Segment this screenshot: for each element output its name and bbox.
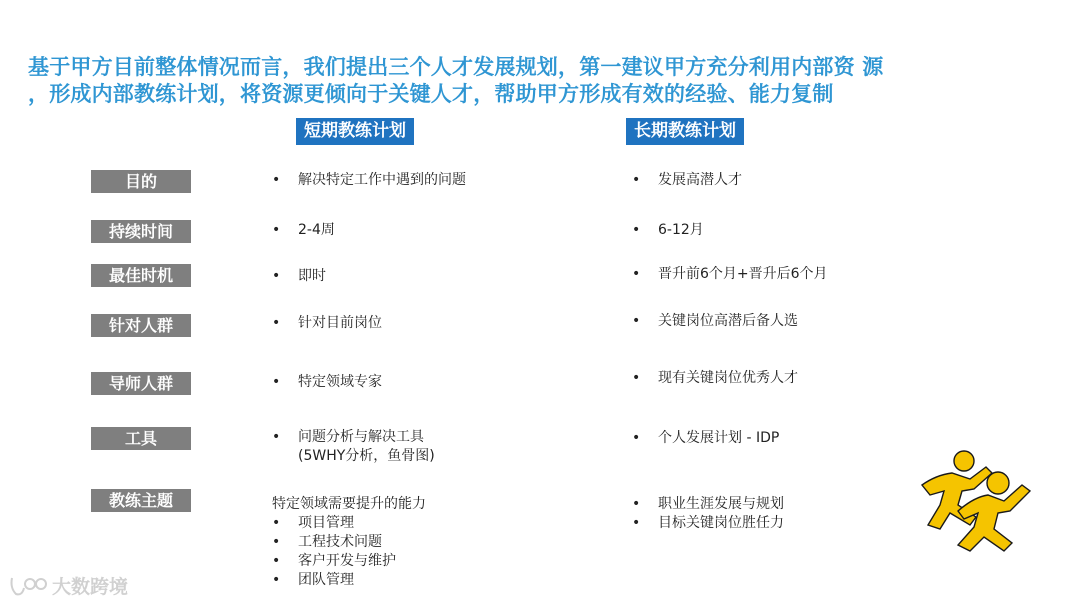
cell-text: 针对目前岗位 <box>298 315 382 331</box>
cell-text <box>298 428 435 466</box>
bullet: • <box>272 534 281 550</box>
tools-line-1: 问题分析与解决工具 <box>298 429 424 445</box>
bullet: • <box>272 374 281 390</box>
list-item: 客户开发与维护 <box>298 553 396 569</box>
row-label-timing: 最佳时机 <box>91 264 191 287</box>
bullet: • <box>632 430 641 446</box>
title-line-1: 基于甲方目前整体情况而言，我们提出三个人才发展规划，第一建议甲方充分利用内部资 源 <box>28 55 884 79</box>
list-item: 项目管理 <box>298 515 354 531</box>
long-term-header: 长期教练计划 <box>626 118 744 145</box>
watermark-logo-icon <box>8 574 48 598</box>
tools-line-2: (5WHY分析，鱼骨图) <box>298 448 435 464</box>
short-target-group <box>272 314 382 333</box>
long-tools <box>632 429 779 448</box>
watermark-text: 大数跨境 <box>52 576 129 598</box>
bullet: • <box>272 172 281 188</box>
title-line-2: ，形成内部教练计划，将资源更倾向于关键人才，帮助甲方形成有效的经验、能力复制 <box>28 82 834 106</box>
topics-intro: 特定领域需要提升的能力 <box>272 496 426 512</box>
cell-text: 关键岗位高潜后备人选 <box>658 313 798 329</box>
long-topics <box>632 495 784 533</box>
cell-text: 发展高潜人才 <box>658 172 742 188</box>
long-duration <box>632 221 704 240</box>
running-figures-icon <box>900 445 1040 555</box>
short-term-header: 短期教练计划 <box>296 118 414 145</box>
list-item: 工程技术问题 <box>298 534 382 550</box>
row-label-topics: 教练主题 <box>91 489 191 512</box>
row-label-duration: 持续时间 <box>91 220 191 243</box>
short-topics <box>272 495 426 590</box>
list-item: 职业生涯发展与规划 <box>658 496 784 512</box>
slide-title <box>28 54 1058 108</box>
cell-text: 晋升前6个月+晋升后6个月 <box>658 266 828 282</box>
row-label-mentor-group: 导师人群 <box>91 372 191 395</box>
bullet: • <box>632 313 641 329</box>
cell-text: 2-4周 <box>298 222 335 238</box>
cell-text: 特定领域专家 <box>298 374 382 390</box>
long-timing <box>632 265 828 284</box>
bullet: • <box>272 222 281 238</box>
cell-text: 即时 <box>298 268 326 284</box>
bullet: • <box>272 429 281 445</box>
short-mentor-group <box>272 373 382 392</box>
long-mentor-group <box>632 369 798 388</box>
cell-text: 个人发展计划 - IDP <box>658 430 780 446</box>
long-purpose <box>632 171 742 190</box>
bullet: • <box>632 222 641 238</box>
row-label-target-group: 针对人群 <box>91 314 191 337</box>
bullet: • <box>632 172 641 188</box>
list-item: 团队管理 <box>298 572 354 588</box>
row-label-tools: 工具 <box>91 427 191 450</box>
short-purpose <box>272 171 466 190</box>
bullet: • <box>632 496 641 512</box>
cell-text: 现有关键岗位优秀人才 <box>658 370 798 386</box>
watermark <box>8 572 128 599</box>
short-timing <box>272 267 326 286</box>
long-target-group <box>632 312 798 331</box>
list-item: 目标关键岗位胜任力 <box>658 515 784 531</box>
cell-text: 解决特定工作中遇到的问题 <box>298 172 466 188</box>
short-tools <box>272 428 435 466</box>
bullet: • <box>272 315 281 331</box>
bullet: • <box>632 370 641 386</box>
bullet: • <box>632 515 641 531</box>
short-duration <box>272 221 335 240</box>
cell-text: 6-12月 <box>658 222 704 238</box>
row-label-purpose: 目的 <box>91 170 191 193</box>
bullet: • <box>272 515 281 531</box>
bullet: • <box>272 553 281 569</box>
bullet: • <box>632 266 641 282</box>
bullet: • <box>272 268 281 284</box>
bullet: • <box>272 572 281 588</box>
